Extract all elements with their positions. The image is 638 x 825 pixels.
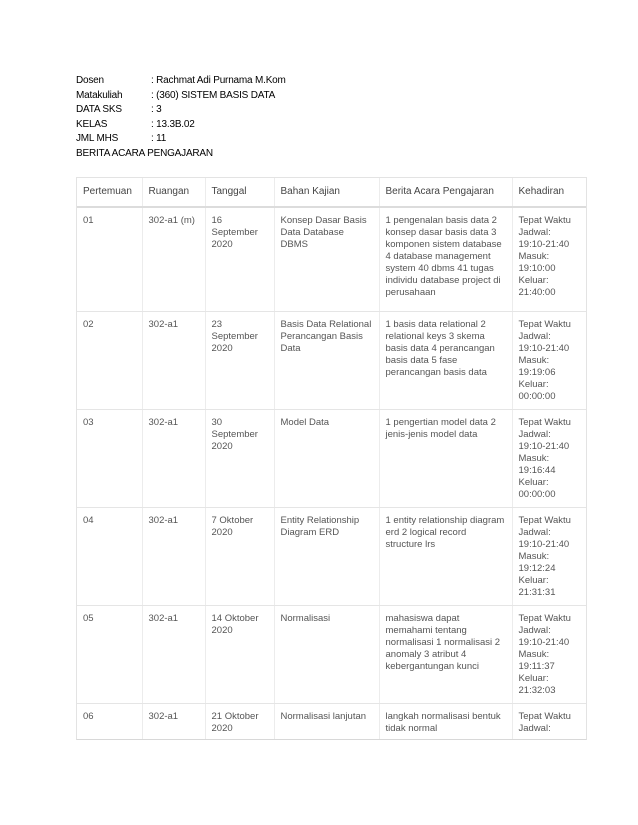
cell-pertemuan: 04	[77, 507, 142, 605]
kehadiran-jadwal: 19:10-21:40	[518, 342, 570, 354]
info-row-sks	[76, 103, 286, 118]
cell-bahan-kajian: Konsep Dasar Basis Data Database DBMS	[274, 207, 379, 311]
info-label: KELAS	[76, 118, 108, 130]
info-value: : 13.3B.02	[151, 118, 195, 130]
info-row-kelas	[76, 118, 286, 133]
cell-ruangan: 302-a1	[142, 409, 205, 507]
table-row	[77, 703, 586, 740]
kehadiran-status: Tepat Waktu	[518, 215, 571, 226]
table-row	[77, 605, 586, 703]
kehadiran-status: Tepat Waktu	[518, 318, 571, 330]
cell-berita-acara: 1 entity relationship diagram erd 2 logical record structure lrs	[379, 507, 512, 605]
kehadiran-masuk: 19:16:44	[518, 464, 556, 476]
kehadiran-jadwal-label: Jadwal:	[518, 526, 551, 538]
kehadiran-masuk: 19:12:24	[518, 562, 556, 574]
cell-kehadiran	[512, 409, 586, 507]
kehadiran-masuk: 19:19:06	[518, 366, 556, 378]
course-info	[76, 74, 286, 161]
header-pertemuan: Pertemuan	[77, 178, 142, 208]
cell-ruangan: 302-a1 (m)	[142, 207, 205, 311]
info-value: : Rachmat Adi Purnama M.Kom	[151, 75, 286, 86]
info-label: Matakuliah	[76, 89, 123, 101]
cell-ruangan: 302-a1	[142, 311, 205, 409]
info-row-dosen	[76, 74, 286, 89]
cell-tanggal: 23 September 2020	[205, 311, 274, 409]
kehadiran-masuk-label: Masuk:	[518, 354, 550, 366]
cell-berita-acara: langkah normalisasi bentuk tidak normal	[379, 703, 512, 740]
info-value: : 3	[151, 104, 162, 115]
cell-bahan-kajian: Model Data	[274, 409, 379, 507]
kehadiran-jadwal: 19:10-21:40	[518, 440, 570, 452]
header-tanggal: Tanggal	[205, 178, 274, 208]
cell-bahan-kajian: Basis Data Relational Perancangan Basis Data	[274, 311, 379, 409]
kehadiran-keluar-label: Keluar:	[518, 672, 549, 684]
header-bahan-kajian: Bahan Kajian	[274, 178, 379, 208]
cell-pertemuan: 06	[77, 703, 142, 740]
kehadiran-keluar-label: Keluar:	[518, 378, 549, 390]
table-header-row	[77, 178, 586, 208]
kehadiran-keluar: 21:32:03	[518, 684, 556, 696]
cell-kehadiran	[512, 605, 586, 703]
kehadiran-status: Tepat Waktu	[518, 416, 571, 428]
kehadiran-masuk-label: Masuk:	[518, 550, 550, 562]
kehadiran-jadwal-label: Jadwal:	[518, 624, 551, 636]
kehadiran-keluar: 21:31:31	[518, 586, 556, 598]
kehadiran-keluar: 00:00:00	[518, 390, 556, 402]
header-ruangan: Ruangan	[142, 178, 205, 208]
info-value: : 11	[151, 133, 167, 144]
kehadiran-status: Tepat Waktu	[518, 710, 571, 722]
info-value: : (360) SISTEM BASIS DATA	[151, 89, 276, 101]
cell-pertemuan: 01	[77, 207, 142, 311]
header-kehadiran: Kehadiran	[512, 178, 586, 208]
info-label: DATA SKS	[76, 104, 122, 115]
table-row	[77, 207, 586, 311]
cell-pertemuan: 05	[77, 605, 142, 703]
kehadiran-status: Tepat Waktu	[518, 612, 571, 624]
attendance-table	[77, 177, 586, 740]
table-row	[77, 507, 586, 605]
cell-ruangan: 302-a1	[142, 605, 205, 703]
cell-bahan-kajian: Entity Relationship Diagram ERD	[274, 507, 379, 605]
info-row-jml-mhs	[76, 132, 286, 147]
kehadiran-jadwal-label: Jadwal:	[518, 428, 551, 440]
info-label: Dosen	[76, 75, 104, 86]
kehadiran-jadwal-label: Jadwal:	[518, 330, 551, 342]
info-row-matakuliah	[76, 89, 286, 104]
kehadiran-jadwal: 19:10-21:40	[518, 239, 570, 250]
cell-kehadiran	[512, 207, 586, 311]
cell-tanggal: 21 Oktober 2020	[205, 703, 274, 740]
kehadiran-jadwal-label: Jadwal:	[518, 722, 551, 734]
kehadiran-masuk-label: Masuk:	[518, 251, 550, 262]
kehadiran-masuk-label: Masuk:	[518, 648, 550, 660]
cell-kehadiran	[512, 703, 586, 740]
cell-berita-acara: 1 pengertian model data 2 jenis-jenis model data	[379, 409, 512, 507]
cell-kehadiran	[512, 507, 586, 605]
kehadiran-masuk: 19:11:37	[518, 660, 555, 672]
cell-tanggal: 16 September 2020	[205, 207, 274, 311]
cell-bahan-kajian: Normalisasi lanjutan	[274, 703, 379, 740]
kehadiran-keluar-label: Keluar:	[518, 275, 549, 286]
attendance-table-container	[76, 177, 587, 740]
kehadiran-keluar: 21:40:00	[518, 287, 556, 298]
kehadiran-jadwal: 19:10-21:40	[518, 636, 570, 648]
kehadiran-jadwal: 19:10-21:40	[518, 538, 570, 550]
cell-ruangan: 302-a1	[142, 703, 205, 740]
cell-tanggal: 14 Oktober 2020	[205, 605, 274, 703]
kehadiran-status: Tepat Waktu	[518, 514, 571, 526]
document-title: BERITA ACARA PENGAJARAN	[76, 147, 213, 159]
header-berita-acara: Berita Acara Pengajaran	[379, 178, 512, 208]
kehadiran-jadwal-label: Jadwal:	[518, 227, 551, 238]
cell-tanggal: 7 Oktober 2020	[205, 507, 274, 605]
cell-tanggal: 30 September 2020	[205, 409, 274, 507]
table-row	[77, 311, 586, 409]
cell-pertemuan: 02	[77, 311, 142, 409]
kehadiran-masuk-label: Masuk:	[518, 452, 550, 464]
kehadiran-masuk: 19:10:00	[518, 263, 556, 274]
cell-bahan-kajian: Normalisasi	[274, 605, 379, 703]
cell-berita-acara: mahasiswa dapat memahami tentang normalisasi 1 normalisasi 2 anomaly 3 atribut 4 kebergantungan kunci	[379, 605, 512, 703]
cell-berita-acara: 1 pengenalan basis data 2 konsep dasar basis data 3 komponen sistem database 4 database management system 40 dbms 41 tugas individu database project di perusahaan	[379, 207, 512, 311]
kehadiran-keluar-label: Keluar:	[518, 574, 549, 586]
kehadiran-keluar-label: Keluar:	[518, 476, 549, 488]
table-row	[77, 409, 586, 507]
info-label: JML MHS	[76, 133, 119, 144]
cell-ruangan: 302-a1	[142, 507, 205, 605]
cell-pertemuan: 03	[77, 409, 142, 507]
cell-kehadiran	[512, 311, 586, 409]
kehadiran-keluar: 00:00:00	[518, 488, 556, 500]
cell-berita-acara: 1 basis data relational 2 relational keys 3 skema basis data 4 perancangan basis data 5 fase perancangan basis data	[379, 311, 512, 409]
